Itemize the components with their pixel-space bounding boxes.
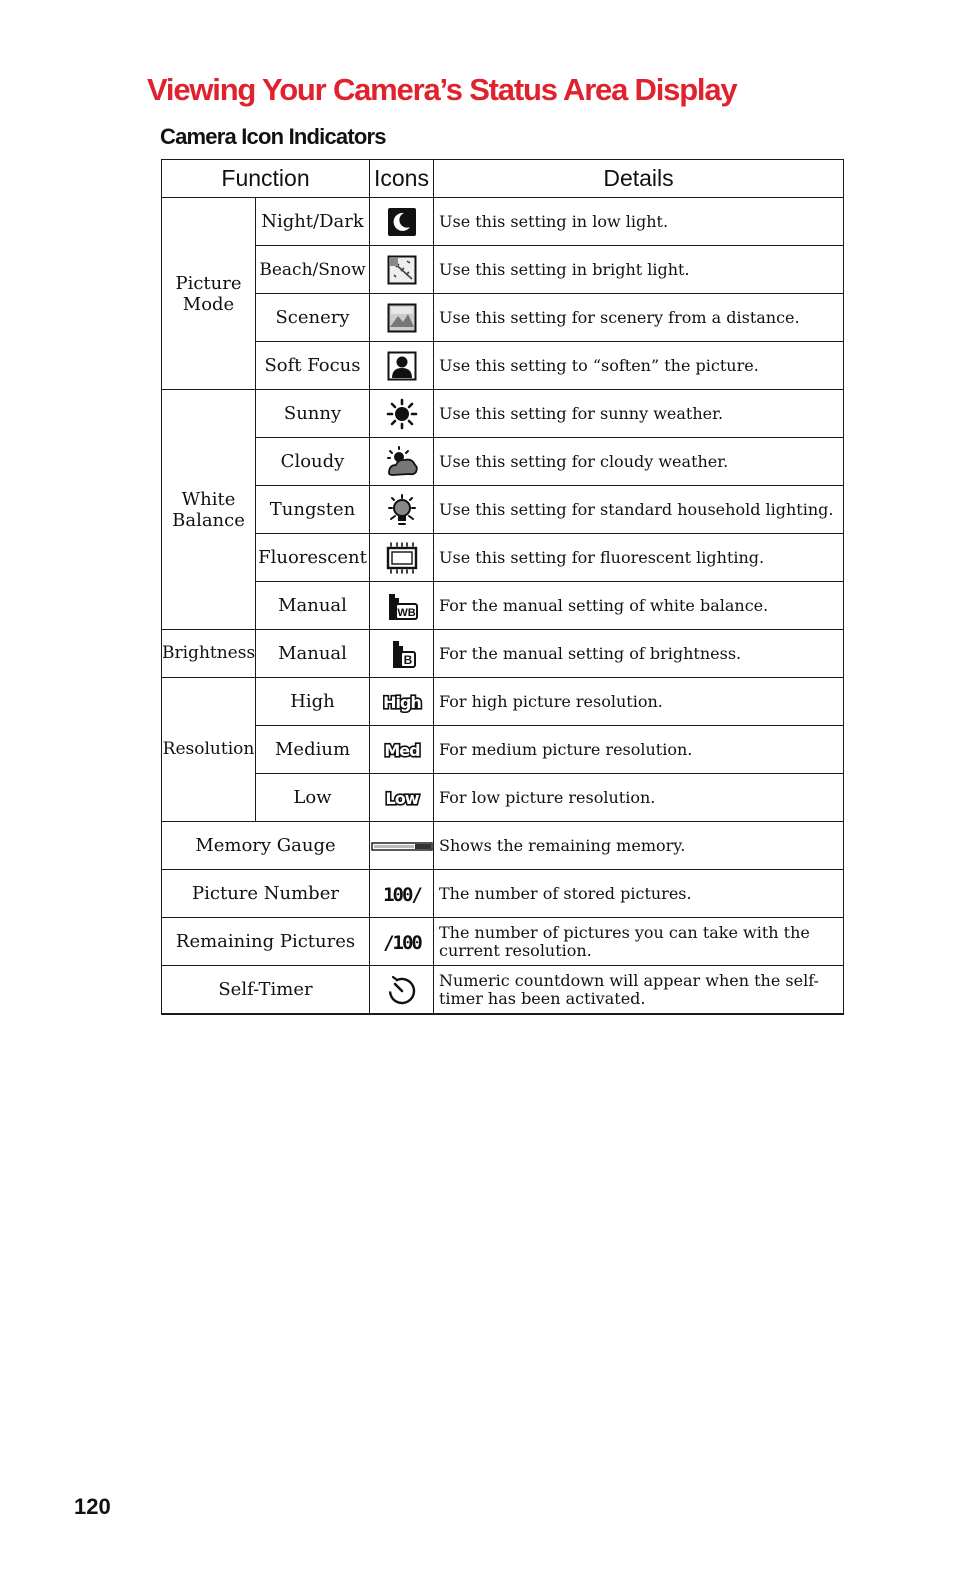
detail-text: Use this setting for sunny weather. — [434, 390, 844, 438]
detail-text: Use this setting to “soften” the picture. — [434, 342, 844, 390]
header-details: Details — [434, 160, 844, 198]
memory-gauge-icon — [371, 841, 433, 853]
table-row — [162, 342, 844, 390]
detail-text: The number of pictures you can take with the current resolution. — [434, 918, 844, 966]
function-label: Low — [256, 774, 370, 822]
function-label: Medium — [256, 726, 370, 774]
function-label: Cloudy — [256, 438, 370, 486]
function-label: Soft Focus — [256, 342, 370, 390]
table-row — [162, 486, 844, 534]
page-number: 120 — [74, 1494, 111, 1519]
detail-text: Use this setting for cloudy weather. — [434, 438, 844, 486]
table-row — [162, 582, 844, 630]
function-label: Fluorescent — [256, 534, 370, 582]
function-label: Picture Number — [162, 870, 370, 918]
function-label: Beach/Snow — [256, 246, 370, 294]
self-timer-icon — [386, 974, 418, 1006]
cloud-icon — [385, 445, 419, 479]
detail-text: For the manual setting of brightness. — [434, 630, 844, 678]
detail-text: Use this setting for standard household lighting. — [434, 486, 844, 534]
table-row — [162, 678, 844, 726]
function-label: Tungsten — [256, 486, 370, 534]
resolution-high-icon — [379, 691, 425, 713]
detail-text: Use this setting in low light. — [434, 198, 844, 246]
function-label: High — [256, 678, 370, 726]
table-row — [162, 870, 844, 918]
detail-text: Use this setting for scenery from a distance. — [434, 294, 844, 342]
table-row — [162, 966, 844, 1015]
function-label: Manual — [256, 582, 370, 630]
table-row — [162, 726, 844, 774]
table-row — [162, 198, 844, 246]
picture-number-icon-label: 100/ — [382, 883, 421, 905]
tungsten-bulb-icon — [385, 493, 419, 527]
night-mode-icon — [387, 207, 417, 237]
detail-text: For high picture resolution. — [434, 678, 844, 726]
brightness-manual-icon — [387, 638, 417, 670]
high-icon-label: High — [382, 692, 421, 712]
table-row — [162, 534, 844, 582]
med-icon-label: Med — [383, 740, 420, 760]
group-white-balance: White Balance — [162, 390, 256, 630]
group-resolution: Resolution — [162, 678, 256, 822]
soft-focus-icon — [387, 351, 417, 381]
page-title: Viewing Your Camera’s Status Area Display — [147, 72, 737, 107]
table-row — [162, 438, 844, 486]
wb-icon-label: WB — [396, 606, 416, 619]
sun-icon — [386, 398, 418, 430]
camera-icon-table — [161, 159, 844, 1015]
header-function: Function — [162, 160, 370, 198]
detail-text: For medium picture resolution. — [434, 726, 844, 774]
detail-text: Use this setting in bright light. — [434, 246, 844, 294]
group-brightness: Brightness — [162, 630, 256, 678]
resolution-medium-icon — [379, 739, 425, 761]
table-row — [162, 294, 844, 342]
beach-snow-icon — [387, 255, 417, 285]
function-label: Remaining Pictures — [162, 918, 370, 966]
table-row — [162, 822, 844, 870]
picture-number-icon — [378, 883, 426, 905]
resolution-low-icon — [379, 787, 425, 809]
remaining-pictures-icon — [378, 931, 426, 953]
detail-text: For the manual setting of white balance. — [434, 582, 844, 630]
low-icon-label: Low — [385, 788, 418, 808]
fluorescent-icon — [385, 541, 419, 575]
white-balance-manual-icon — [385, 590, 419, 622]
scenery-icon — [387, 303, 417, 333]
table-row — [162, 246, 844, 294]
table-row — [162, 630, 844, 678]
group-picture-mode: Picture Mode — [162, 198, 256, 390]
header-icons: Icons — [370, 160, 434, 198]
detail-text: Shows the remaining memory. — [434, 822, 844, 870]
remaining-pictures-icon-label: /100 — [382, 931, 421, 953]
function-label: Memory Gauge — [162, 822, 370, 870]
table-row — [162, 390, 844, 438]
section-heading: Camera Icon Indicators — [160, 124, 386, 149]
detail-text: Use this setting for fluorescent lighting. — [434, 534, 844, 582]
table-row — [162, 774, 844, 822]
detail-text: The number of stored pictures. — [434, 870, 844, 918]
function-label: Manual — [256, 630, 370, 678]
b-icon-label: B — [403, 652, 412, 667]
function-label: Sunny — [256, 390, 370, 438]
function-label: Scenery — [256, 294, 370, 342]
detail-text: Numeric countdown will appear when the self-timer has been activated. — [434, 966, 844, 1015]
table-header-row — [162, 160, 844, 198]
detail-text: For low picture resolution. — [434, 774, 844, 822]
function-label: Night/Dark — [256, 198, 370, 246]
table-row — [162, 918, 844, 966]
function-label: Self-Timer — [162, 966, 370, 1015]
